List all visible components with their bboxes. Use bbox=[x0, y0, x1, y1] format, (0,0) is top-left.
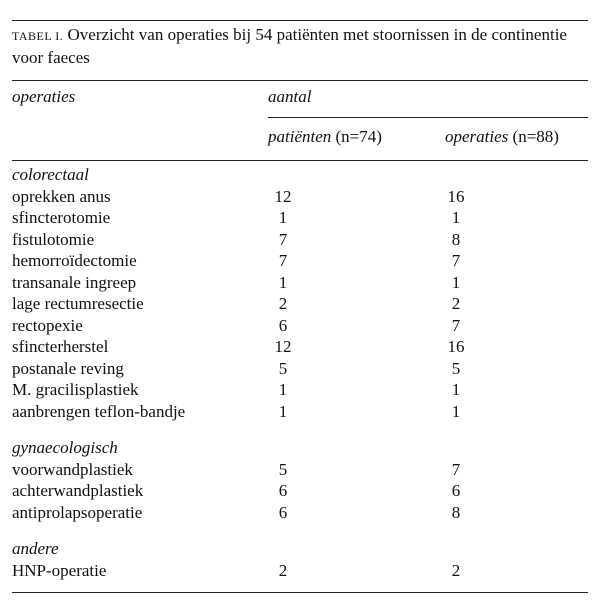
row-operation-name: transanale ingreep bbox=[12, 272, 137, 292]
section-heading: colorectaal bbox=[12, 165, 89, 184]
header-patienten-label: patiënten bbox=[268, 127, 332, 146]
row-operation-name: rectopexie bbox=[12, 315, 83, 335]
row-operation-name: voorwandplastiek bbox=[12, 459, 133, 479]
row-patients-count: 6 bbox=[278, 481, 288, 500]
row-operations-count: 8 bbox=[451, 229, 461, 249]
row-patients-count: 12 bbox=[274, 186, 292, 206]
row-operations-count: 7 bbox=[451, 459, 461, 479]
row-operation-name: lage rectumresectie bbox=[12, 294, 144, 313]
row-patients-count: 2 bbox=[278, 294, 288, 313]
row-operation-name: sfincterotomie bbox=[12, 208, 111, 227]
row-operations-count: 16 bbox=[447, 337, 465, 356]
section-heading: gynaecologisch bbox=[12, 438, 118, 457]
top-rule bbox=[12, 20, 588, 21]
row-operation-name: HNP-operatie bbox=[12, 560, 107, 580]
bottom-rule bbox=[12, 592, 588, 593]
row-operations-count: 5 bbox=[451, 358, 461, 378]
row-patients-count: 5 bbox=[278, 459, 288, 479]
row-patients-count: 5 bbox=[278, 358, 288, 378]
row-operation-name: postanale reving bbox=[12, 358, 124, 378]
aantal-rule bbox=[268, 117, 588, 118]
row-operations-count: 8 bbox=[451, 502, 461, 522]
row-operation-name: M. gracilisplastiek bbox=[12, 380, 139, 399]
row-patients-count: 12 bbox=[274, 337, 292, 356]
header-aantal: aantal bbox=[268, 87, 312, 106]
row-operation-name: fistulotomie bbox=[12, 229, 95, 249]
section-heading: andere bbox=[12, 539, 59, 558]
row-operations-count: 1 bbox=[451, 208, 461, 227]
header-operaties-count-label: operaties bbox=[445, 127, 509, 146]
row-operations-count: 6 bbox=[451, 481, 461, 500]
row-patients-count: 1 bbox=[278, 272, 288, 292]
row-patients-count: 1 bbox=[278, 380, 288, 399]
header-operaties-count-n: (n=88) bbox=[512, 127, 559, 146]
caption-rule bbox=[12, 80, 588, 81]
header-patienten-n: (n=74) bbox=[335, 127, 382, 146]
table-title: Overzicht van operaties bij 54 patiënten met stoornissen in de continentie voor faeces bbox=[12, 25, 567, 67]
header-operaties-count bbox=[445, 127, 559, 147]
row-patients-count: 2 bbox=[278, 560, 288, 580]
row-patients-count: 7 bbox=[278, 229, 288, 249]
header-rule bbox=[12, 160, 588, 161]
row-operations-count: 2 bbox=[451, 294, 461, 313]
row-operation-name: hemorroïdectomie bbox=[12, 251, 137, 270]
row-operations-count: 1 bbox=[451, 380, 461, 399]
row-operations-count: 7 bbox=[451, 251, 461, 270]
row-patients-count: 1 bbox=[278, 208, 288, 227]
row-operation-name: oprekken anus bbox=[12, 186, 111, 206]
row-operations-count: 2 bbox=[451, 560, 461, 580]
row-operation-name: aanbrengen teflon-bandje bbox=[12, 401, 186, 421]
header-operaties: operaties bbox=[12, 87, 76, 106]
row-operations-count: 16 bbox=[447, 186, 465, 206]
row-operations-count: 1 bbox=[451, 272, 461, 292]
row-patients-count: 6 bbox=[278, 315, 288, 335]
header-patienten bbox=[268, 127, 382, 147]
row-patients-count: 7 bbox=[278, 251, 288, 270]
row-patients-count: 1 bbox=[278, 401, 288, 421]
row-operation-name: antiprolapsoperatie bbox=[12, 502, 143, 522]
row-patients-count: 6 bbox=[278, 502, 288, 522]
row-operations-count: 1 bbox=[451, 401, 461, 421]
row-operations-count: 7 bbox=[451, 315, 461, 335]
table-caption bbox=[12, 24, 592, 68]
row-operation-name: achterwandplastiek bbox=[12, 481, 144, 500]
table-label: TABEL I. bbox=[12, 29, 64, 43]
row-operation-name: sfincterherstel bbox=[12, 337, 109, 356]
